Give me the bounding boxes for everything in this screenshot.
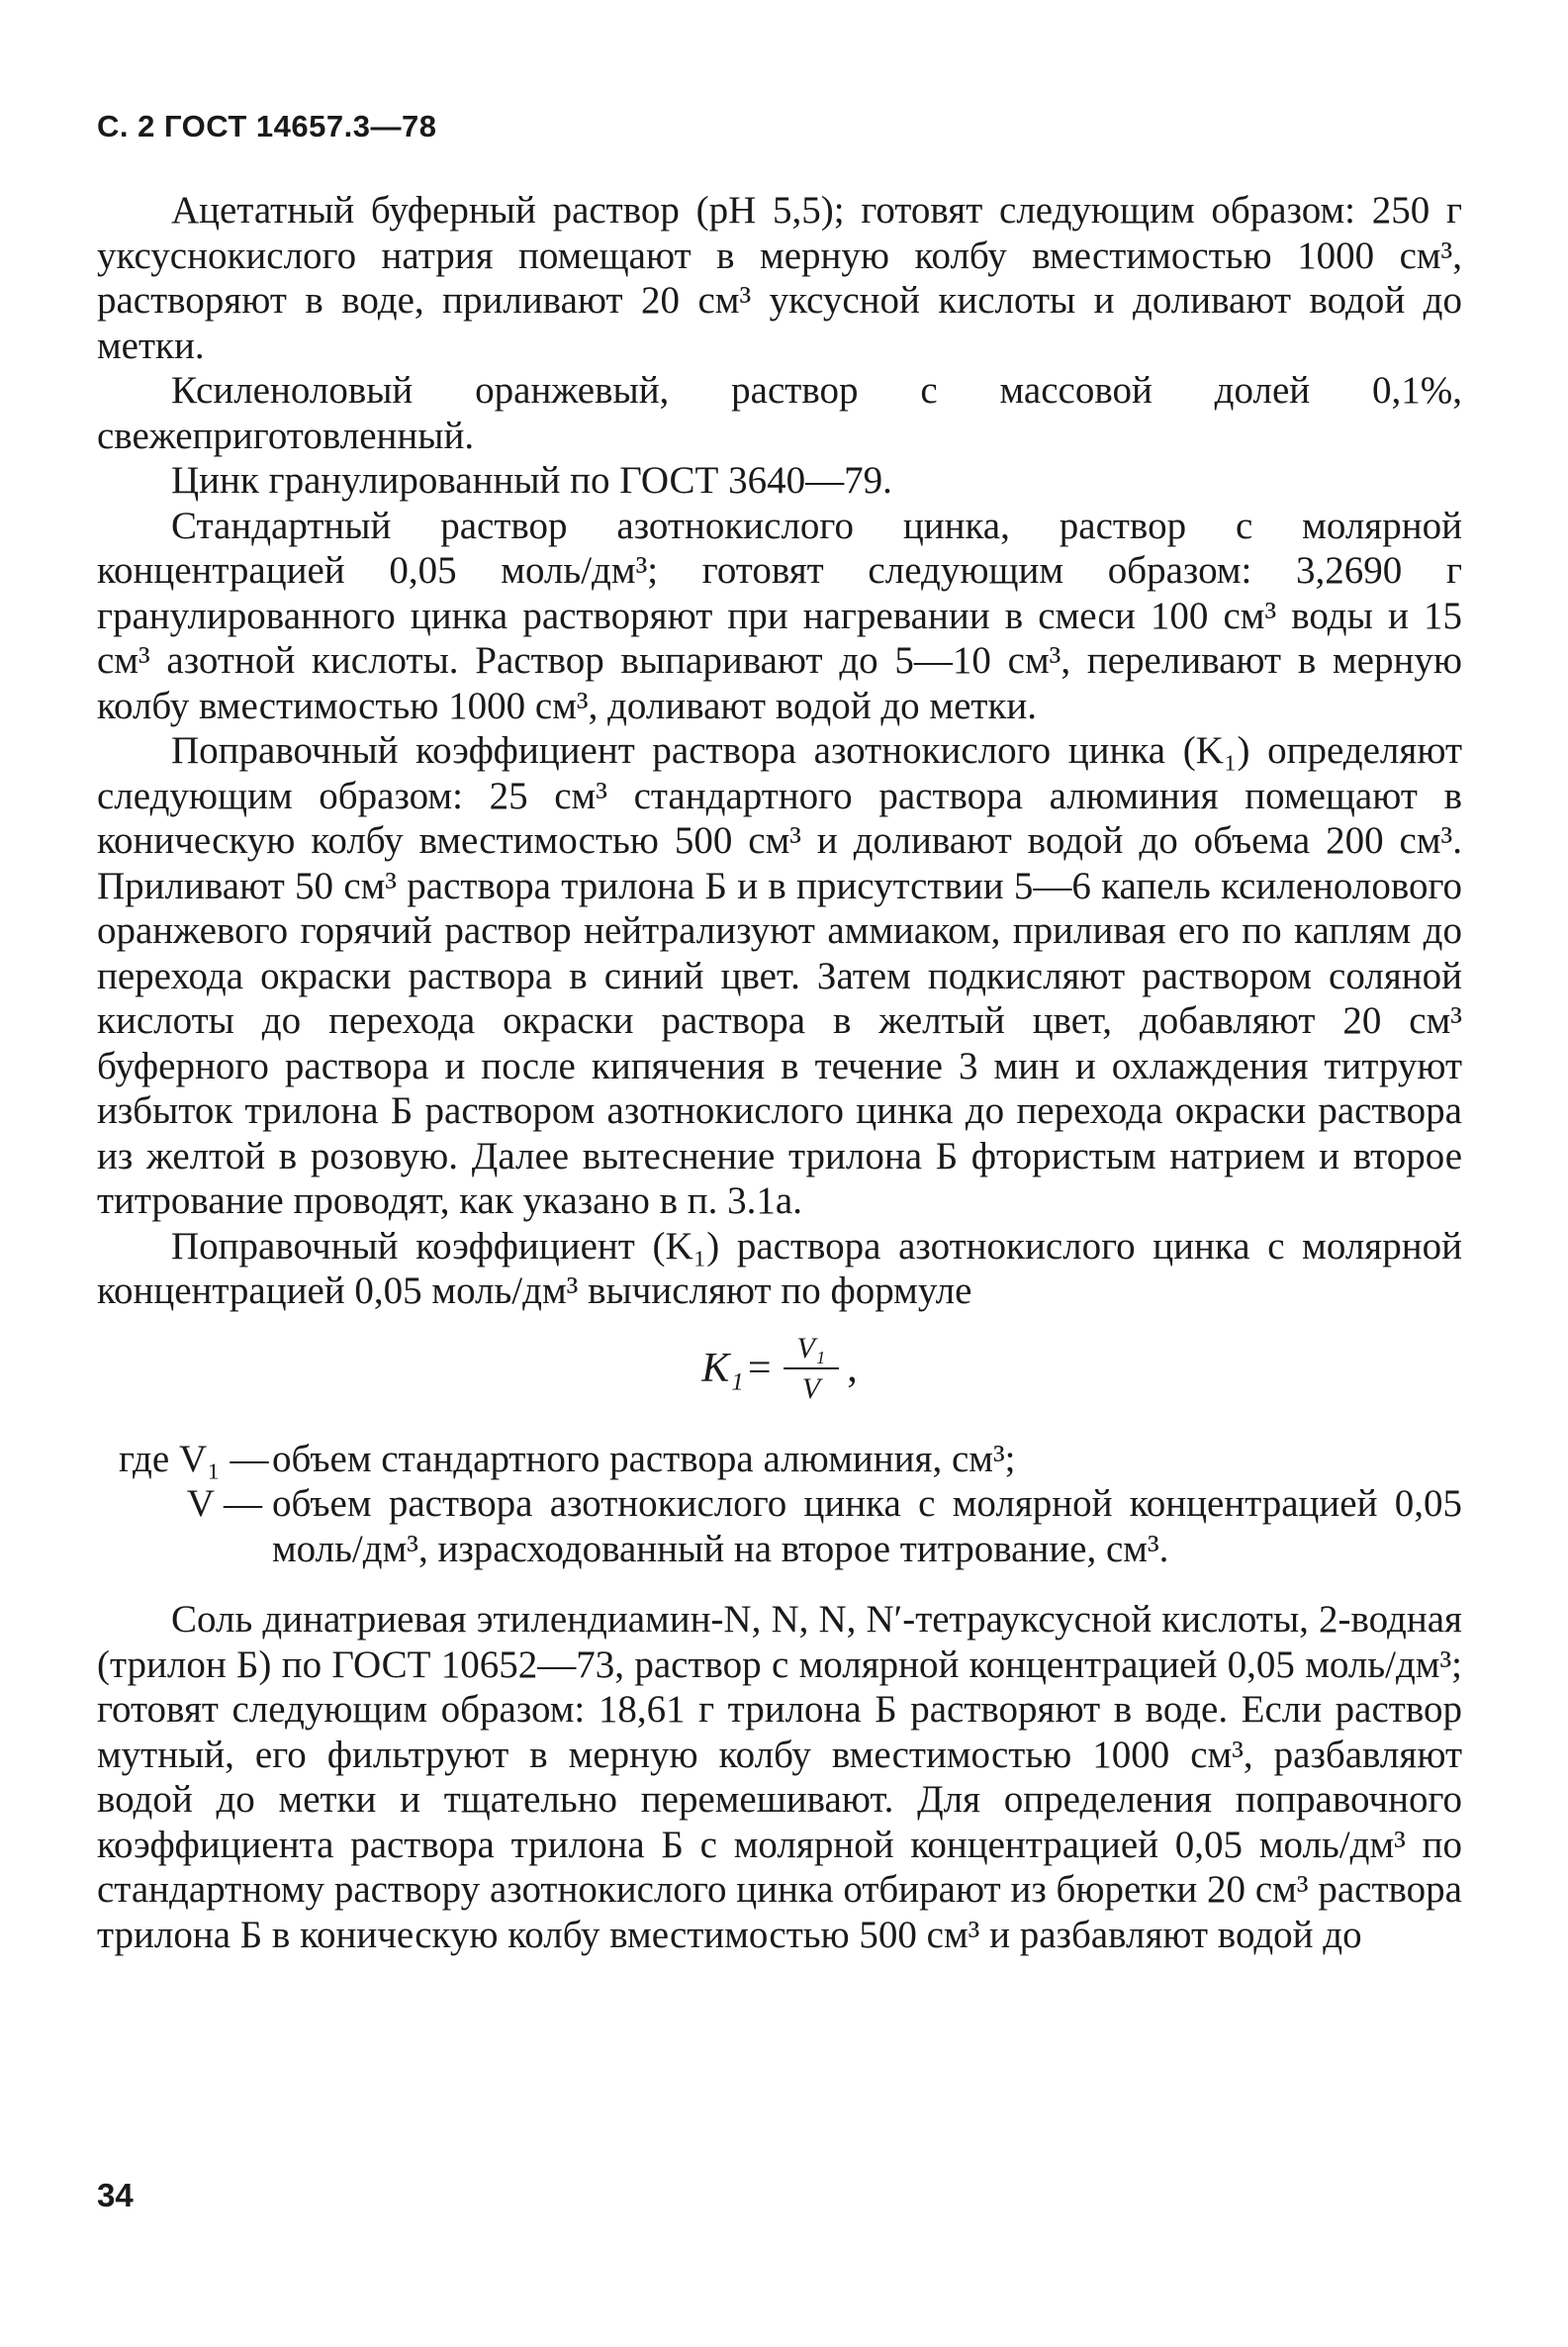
formula-denominator: V bbox=[801, 1371, 821, 1405]
formula-fraction bbox=[784, 1332, 840, 1407]
document-body bbox=[97, 188, 1462, 1957]
paragraph-correction-factor-method: Поправочный коэффициент раствора азотнокислого цинка (K₁) определяют следующим образом: 25 см³ стандартного раствора алюминия помещают в коническую колбу вместимостью 500 см³ и доливают водой до объема 200 см³. Приливают 50 см³ раствора трилона Б и в присутствии 5—6 капель ксиленолового оранжевого горячий раствор нейтрализуют аммиаком, приливая его по каплям до перехода окраски раствора в синий цвет. Затем подкисляют раствором соляной кислоты до перехода окраски раствора в желтый цвет, добавляют 20 см³ буферного раствора и после кипячения в течение 3 мин и охлаждения титруют избыток трилона Б раствором азотнокислого цинка до перехода окраски раствора из желтой в розовую. Далее вытеснение трилона Б фтористым натрием и второе титрование проводят, как указано в п. 3.1а. bbox=[97, 729, 1462, 1222]
legend-desc-v: объем раствора азотнокислого цинка с молярной концентрацией 0,05 моль/дм³, израсходованный на второе титрование, см³. bbox=[272, 1482, 1462, 1570]
paragraph-trilon-b-solution: Соль динатриевая этилендиамин-N, N, N, N′-тетрауксусной кислоты, 2-водная (трилон Б) по ГОСТ 10652—73, раствор с молярной концентрацией 0,05 моль/дм³; готовят следующим образом: 18,61 г трилона Б растворяют в воде. Если раствор мутный, его фильтруют в мерную колбу вместимостью 1000 см³, разбавляют водой до метки и тщательно перемешивают. Для определения поправочного коэффициента раствора трилона Б с молярной концентрацией 0,05 моль/дм³ по стандартному раствору азотнокислого цинка отбирают из бюретки 20 см³ раствора трилона Б в коническую колбу вместимостью 500 см³ и разбавляют водой до bbox=[97, 1598, 1462, 1956]
paragraph-correction-factor-formula-intro: Поправочный коэффициент (K₁) раствора азотнокислого цинка с молярной концентрацией 0,05 моль/дм³ вычисляют по формуле bbox=[97, 1224, 1462, 1312]
paragraph-granulated-zinc: Цинк гранулированный по ГОСТ 3640—79. bbox=[171, 459, 892, 502]
formula-trailing-comma: , bbox=[847, 1345, 858, 1391]
formula-equals: = bbox=[747, 1345, 772, 1391]
paragraph-xylenol-orange: Ксиленоловый оранжевый, раствор с массовой долей 0,1%, свежеприготовленный. bbox=[97, 369, 1462, 457]
paragraph-acetate-buffer: Ацетатный буферный раствор (рН 5,5); готовят следующим образом: 250 г уксуснокислого натрия помещают в мерную колбу вместимостью 1000 см³, растворяют в воде, приливают 20 см³ уксусной кислоты и доливают водой до метки. bbox=[97, 189, 1462, 367]
formula-k1 bbox=[97, 1332, 1462, 1423]
page-header: С. 2 ГОСТ 14657.3—78 bbox=[97, 109, 437, 143]
legend-symbol-v1: где V₁ — bbox=[119, 1437, 269, 1480]
formula-lhs: K₁ bbox=[701, 1345, 744, 1391]
legend-symbol-v: V — bbox=[186, 1482, 262, 1525]
paragraph-standard-zinc-solution: Стандартный раствор азотнокислого цинка, раствор с молярной концентрацией 0,05 моль/дм³; готовят следующим образом: 3,2690 г гранулированного цинка растворяют при нагревании в смеси 100 см³ воды и 15 см³ азотной кислоты. Раствор выпаривают до 5—10 см³, переливают в мерную колбу вместимостью 1000 см³, доливают водой до метки. bbox=[97, 504, 1462, 727]
page-number: 34 bbox=[97, 2177, 134, 2213]
formula-legend bbox=[119, 1437, 1462, 1572]
formula-numerator: V₁ bbox=[784, 1332, 840, 1369]
legend-desc-v1: объем стандартного раствора алюминия, см³; bbox=[272, 1437, 1016, 1480]
